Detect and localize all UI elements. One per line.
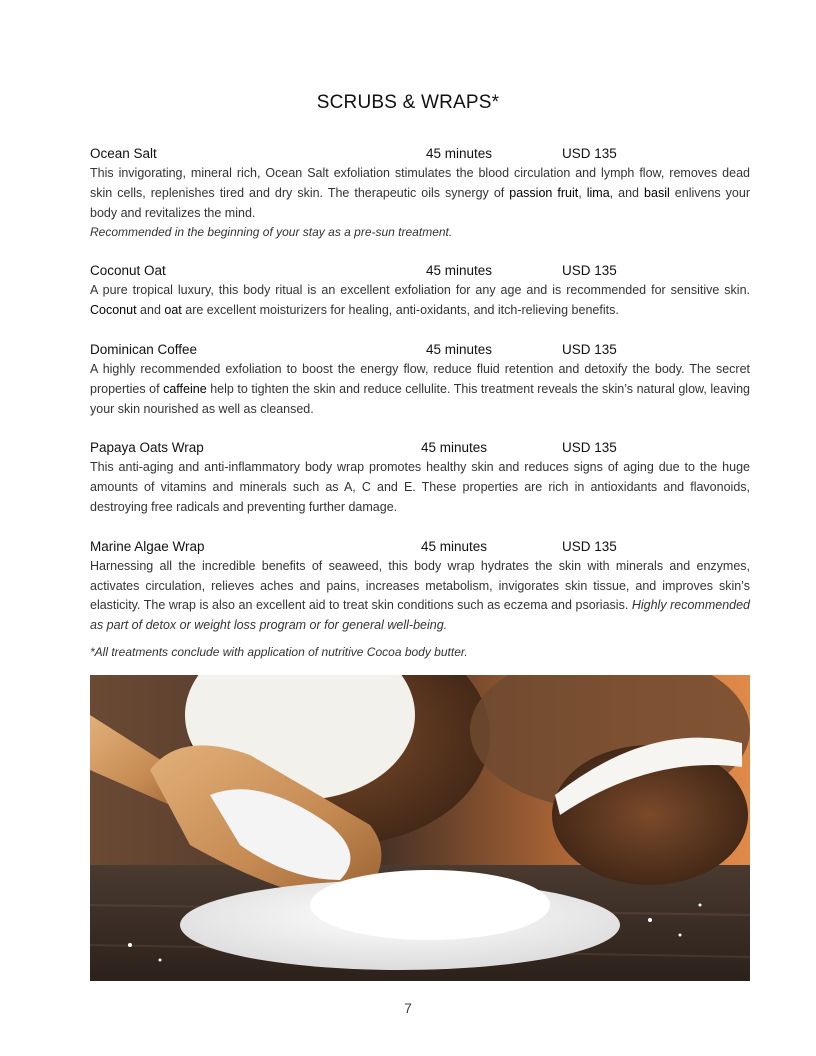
treatment-description: Harnessing all the incredible benefits of seaweed, this body wrap hydrates the skin with minerals and enzymes, activates circulation, relieves aches and pains, increases metabolism, invigorates skin tissue, and improves skin’s elasticity. The wrap is also an excellent aid to treat skin conditions such as eczema and psoriasis. Highly recommended as part of detox or weight loss program or for general well-being. (90, 558, 750, 633)
treatment-duration: 45 minutes (426, 341, 493, 357)
treatment-duration: 45 minutes (421, 538, 488, 554)
treatment-name: Papaya Oats Wrap (90, 440, 204, 456)
ingredient-highlight: basil (644, 185, 670, 200)
treatment-description: A highly recommended exfoliation to boost the energy flow, reduce fluid retention and detoxify the body. The secret properties of caffeine help to tighten the skin and reduce cellulite. This treatment reveals the skin’s natural glow, leaving your skin nourished as well as cleansed. (90, 361, 750, 416)
treatment-name: Marine Algae Wrap (90, 538, 205, 554)
treatment-header (90, 261, 750, 281)
treatment-header (90, 144, 750, 164)
treatment-price: USD 135 (562, 341, 617, 357)
page-number: 7 (404, 1000, 412, 1016)
ingredient-highlight: oat (164, 303, 182, 318)
treatment-papaya-oats-wrap (90, 438, 750, 517)
treatment-coconut-oat (90, 261, 750, 321)
treatment-ocean-salt (90, 144, 750, 242)
treatment-description: This anti-aging and anti-inflammatory body wrap promotes healthy skin and reduces signs of aging due to the huge amounts of vitamins and minerals such as A, C and E. These properties are rich in antioxidants and flavonoids, destroying free radicals and preventing further damage. (90, 460, 750, 514)
treatment-description: This invigorating, mineral rich, Ocean Salt exfoliation stimulates the blood circulation and lymph flow, removes dead skin cells, replenishes tired and dry skin. The therapeutic oils synergy of passion fruit, lima, and basil enlivens your body and revitalizes the mind. (90, 166, 750, 220)
treatment-name: Ocean Salt (90, 146, 157, 161)
treatment-duration: 45 minutes (421, 440, 488, 456)
treatment-price: USD 135 (562, 440, 617, 456)
ingredient-highlight: lima (586, 185, 610, 200)
treatment-header (90, 340, 750, 360)
treatment-description: A pure tropical luxury, this body ritual is an excellent exfoliation for any age and is recommended for sensitive skin. Coconut and oat are excellent moisturizers for healing, anti-oxidants, and itch-relieving benefits. (90, 283, 750, 318)
treatment-duration: 45 minutes (426, 146, 493, 161)
ingredient-highlight: Coconut (90, 303, 137, 318)
coconut-and-scoop-icon (90, 675, 750, 981)
footnote: *All treatments conclude with application of nutritive Cocoa body butter. (90, 644, 468, 659)
treatment-header (90, 438, 750, 458)
treatment-duration: 45 minutes (426, 263, 493, 279)
treatment-header (90, 537, 750, 557)
treatment-dominican-coffee (90, 340, 750, 419)
treatment-list (90, 144, 750, 659)
page-title: SCRUBS & WRAPS* (316, 92, 500, 113)
treatment-price: USD 135 (562, 146, 617, 161)
treatment-name: Dominican Coffee (90, 341, 198, 357)
ingredient-highlight: passion fruit (509, 185, 579, 200)
treatment-name: Coconut Oat (90, 263, 166, 279)
treatment-note: Recommended in the beginning of your stay as a pre-sun treatment. (90, 225, 453, 240)
treatment-note: Highly recommended as part of detox or weight loss program or for general well-being. (90, 598, 750, 633)
ingredient-highlight: caffeine (163, 381, 207, 396)
coconut-photo (90, 675, 750, 981)
treatment-marine-algae-wrap (90, 537, 750, 636)
treatment-price: USD 135 (562, 538, 617, 554)
treatment-price: USD 135 (562, 263, 617, 279)
